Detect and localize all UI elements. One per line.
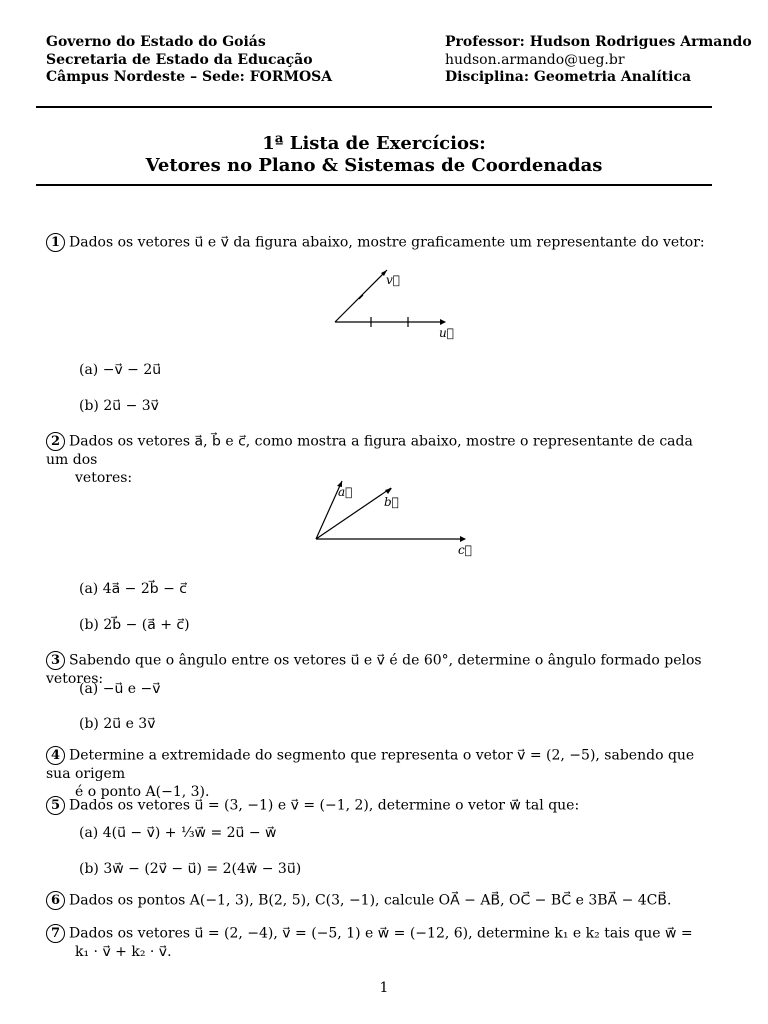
exercise-5-item-b: (b) 3w⃗ − (2v⃗ − u⃗) = 2(4w⃗ − 3u⃗) [79, 861, 302, 877]
exercise-text: Dados os vetores u⃗ = (3, −1) e v⃗ = (−1, 2), determine o vetor w⃗ tal que: [69, 797, 580, 814]
exercise-text-cont: vetores: [75, 470, 133, 486]
exercise-text: Dados os vetores u⃗ = (2, −4), v⃗ = (−5, 1) e w⃗ = (−12, 6), determine k₁ e k₂ tais que w⃗ = [69, 925, 693, 942]
header-institution [46, 34, 332, 87]
exercise-5 [46, 796, 716, 815]
exercise-number: 2 [46, 432, 65, 451]
bottom-rule [36, 184, 712, 186]
exercise-3-item-a: (a) −u⃗ e −v⃗ [79, 681, 161, 697]
exercise-text: Dados os vetores a⃗, b⃗ e c⃗, como mostra a figura abaixo, mostre o representante de cada um dos [46, 433, 693, 468]
exercise-number: 7 [46, 924, 65, 943]
label-a: a⃗ [338, 485, 353, 499]
title-line-2: Vetores no Plano & Sistemas de Coordenadas [145, 155, 603, 176]
top-rule [36, 106, 712, 108]
exercise-text: Dados os vetores u⃗ e v⃗ da figura abaixo, mostre graficamente um representante do vetor: [69, 234, 705, 251]
vector-b-arrowhead [385, 488, 392, 494]
vector-c-arrowhead [460, 536, 466, 542]
exercise-2-item-a: (a) 4a⃗ − 2b⃗ − c⃗ [79, 581, 187, 597]
label-v: v⃗ [386, 273, 400, 287]
vector-u-arrowhead [440, 319, 446, 325]
label-u: u⃗ [439, 326, 454, 340]
exercise-text-cont: k₁ · v⃗ + k₂ · v⃗. [75, 944, 172, 960]
exercise-text-cont: é o ponto A(−1, 3). [75, 784, 210, 800]
exercise-4 [46, 746, 716, 801]
exercise-number: 1 [46, 233, 65, 252]
exercise-1-item-a: (a) −v⃗ − 2u⃗ [79, 362, 162, 378]
exercise-number: 3 [46, 651, 65, 670]
exercise-6 [46, 891, 716, 910]
exercise-2-item-b: (b) 2b⃗ − (a⃗ + c⃗) [79, 617, 190, 633]
exercise-text: Determine a extremidade do segmento que representa o vetor v⃗ = (2, −5), sabendo que sua origem [46, 747, 695, 782]
label-c: c⃗ [458, 543, 472, 557]
exercise-number: 6 [46, 891, 65, 910]
header-line: Professor: Hudson Rodrigues Armando [445, 34, 752, 50]
header-line: Secretaria de Estado da Educação [46, 51, 313, 68]
exercise-1 [46, 233, 716, 252]
exercise-text: Sabendo que o ângulo entre os vetores u⃗ e v⃗ é de 60°, determine o ângulo formado pelos vetores: [46, 652, 702, 687]
header-line: Disciplina: Geometria Analítica [445, 69, 692, 85]
exercise-3-item-b: (b) 2u⃗ e 3v⃗ [79, 716, 156, 732]
figure-vectors-u-v [325, 262, 465, 344]
page-title [36, 133, 712, 177]
exercise-7 [46, 924, 716, 961]
title-line-1: 1ª Lista de Exercícios: [262, 133, 486, 154]
exercise-5-item-a: (a) 4(u⃗ − v⃗) + ⅓w⃗ = 2u⃗ − w⃗ [79, 825, 277, 841]
figure-vectors-a-b-c [305, 475, 480, 560]
vector-v-line [335, 270, 387, 322]
exercise-text: Dados os pontos A(−1, 3), B(2, 5), C(3, −1), calcule OA⃗ − AB⃗, OC⃗ − BC⃗ e 3BA⃗ − 4CB⃗. [69, 892, 672, 909]
exercise-number: 4 [46, 746, 65, 765]
page-number: 1 [379, 980, 389, 996]
exercise-1-item-b: (b) 2u⃗ − 3v⃗ [79, 398, 159, 414]
header-email: hudson.armando@ueg.br [445, 51, 625, 68]
label-b: b⃗ [384, 495, 399, 509]
header-line: Câmpus Nordeste – Sede: FORMOSA [46, 69, 333, 85]
exercise-number: 5 [46, 796, 65, 815]
header-line: Governo do Estado do Goiás [46, 34, 266, 50]
header-professor [445, 34, 752, 87]
